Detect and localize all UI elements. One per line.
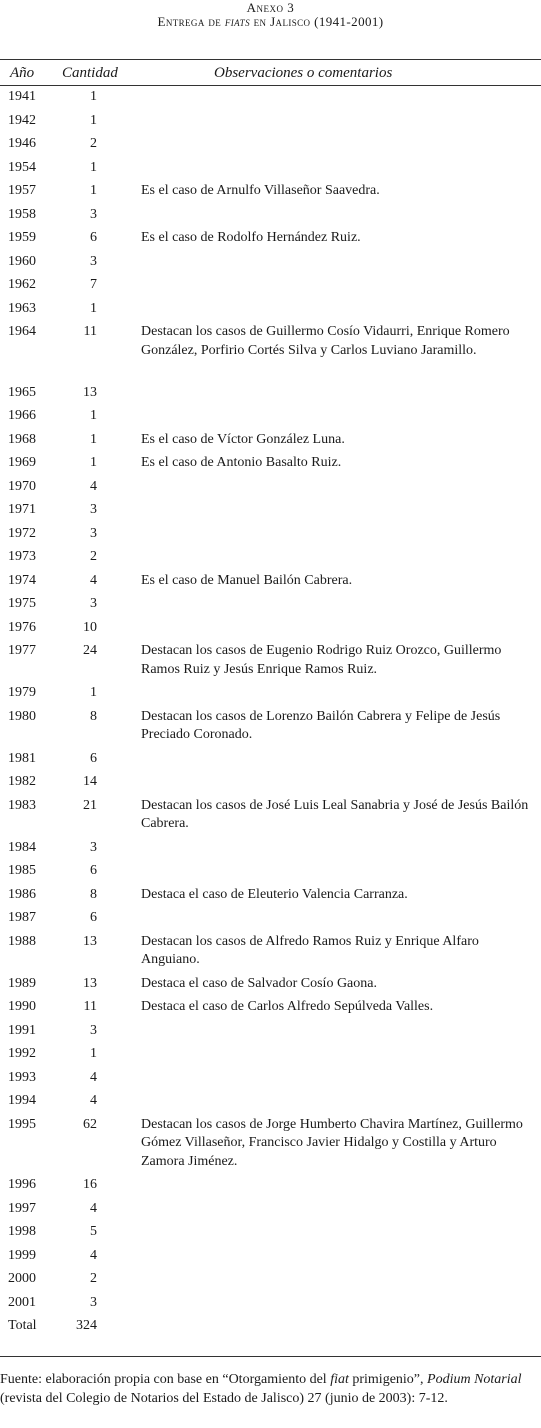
cell-quantity: 4 — [90, 1200, 97, 1216]
cell-year: 1971 — [8, 502, 36, 517]
table-row — [0, 839, 541, 858]
cell-quantity: 8 — [90, 886, 97, 902]
cell-year: 1974 — [8, 572, 36, 588]
table-row — [0, 572, 541, 591]
cell-year: 1941 — [8, 89, 36, 104]
cell-quantity: 1 — [90, 159, 97, 175]
table-row — [0, 135, 541, 154]
cell-quantity: 5 — [90, 1224, 97, 1239]
cell-quantity: 1 — [90, 112, 97, 128]
cell-quantity: 1 — [90, 408, 97, 423]
table-row — [0, 229, 541, 248]
cell-year: 1954 — [8, 159, 36, 175]
table-row — [0, 619, 541, 638]
cell-year: 1986 — [8, 886, 36, 902]
cell-year: 1984 — [8, 839, 36, 855]
cell-year: 1963 — [8, 300, 36, 316]
table-row — [0, 159, 541, 178]
footnote-text-1: Fuente: elaboración propia con base en “Otorgamiento del — [0, 1372, 331, 1387]
cell-observation: Es el caso de Arnulfo Villaseñor Saavedra. — [141, 183, 380, 198]
cell-quantity: 4 — [90, 478, 97, 494]
cell-quantity: 2 — [90, 549, 97, 564]
cell-observation: Es el caso de Víctor González Luna. — [141, 431, 345, 447]
table-row — [0, 750, 541, 769]
table-row — [0, 1116, 541, 1172]
cell-year: 1972 — [8, 525, 36, 541]
cell-quantity: 4 — [90, 1247, 97, 1263]
footnote-italic-1: fiat — [330, 1372, 349, 1387]
table-row — [0, 1294, 541, 1313]
table-row — [0, 1247, 541, 1266]
cell-year: 1994 — [8, 1093, 36, 1108]
cell-year: 1965 — [8, 384, 36, 400]
table-row — [0, 548, 541, 567]
cell-year: 1969 — [8, 455, 36, 470]
cell-quantity: 8 — [90, 708, 97, 724]
cell-year: 2001 — [8, 1294, 36, 1310]
header-bottom-rule — [0, 85, 541, 86]
cell-quantity: 1 — [90, 1046, 97, 1061]
cell-year: 1959 — [8, 230, 36, 245]
cell-quantity: 3 — [90, 1022, 97, 1038]
cell-year: 1973 — [8, 549, 36, 564]
cell-quantity: 6 — [90, 750, 97, 766]
cell-quantity: 4 — [90, 1069, 97, 1085]
footnote-italic-2: Podium Notarial — [427, 1372, 522, 1387]
cell-year: 1979 — [8, 685, 36, 700]
table-caption-title: Anexo 3 — [246, 0, 295, 15]
caption-text-italic: fiats — [224, 14, 250, 29]
table-row — [0, 797, 541, 834]
cell-year: 1958 — [8, 206, 36, 222]
cell-quantity: 24 — [83, 643, 97, 658]
cell-year: 1992 — [8, 1046, 36, 1061]
cell-quantity: 1 — [90, 89, 97, 104]
table-row — [0, 1176, 541, 1195]
table-row — [0, 909, 541, 928]
cell-year: 1989 — [8, 975, 36, 991]
cell-year: 1993 — [8, 1069, 36, 1085]
cell-observation: Es el caso de Rodolfo Hernández Ruiz. — [141, 230, 361, 245]
table-row — [0, 975, 541, 994]
table-row — [0, 478, 541, 497]
cell-quantity: 1 — [90, 455, 97, 470]
cell-observation: Es el caso de Antonio Basalto Ruiz. — [141, 455, 342, 470]
cell-observation: Destacan los casos de Eugenio Rodrigo Ruiz Orozco, Guillermo Ramos Ruiz y Jesús Enrique Ramos Ruiz. — [141, 643, 502, 677]
cell-year: 1975 — [8, 596, 36, 611]
table-row — [0, 1022, 541, 1041]
table-row — [0, 862, 541, 881]
table-row — [0, 886, 541, 905]
cell-quantity: 1 — [90, 431, 97, 447]
table-row — [0, 501, 541, 520]
cell-year: 1957 — [8, 183, 36, 198]
table-row — [0, 431, 541, 450]
cell-quantity: 6 — [90, 230, 97, 245]
table-row — [0, 684, 541, 703]
cell-quantity: 16 — [83, 1177, 97, 1192]
caption-text-a: Entrega de — [157, 14, 225, 29]
table-row — [0, 407, 541, 426]
cell-quantity: 3 — [90, 253, 97, 269]
cell-year: 1996 — [8, 1177, 36, 1192]
table-bottom-rule — [0, 1356, 541, 1357]
cell-quantity: 14 — [83, 774, 97, 789]
cell-year: 1990 — [8, 999, 36, 1014]
table-row — [0, 276, 541, 295]
cell-quantity: 2 — [90, 136, 97, 151]
table-row — [0, 454, 541, 473]
cell-year: 1960 — [8, 253, 36, 269]
cell-year: 1962 — [8, 277, 36, 292]
cell-year: 1980 — [8, 708, 36, 724]
cell-year: 1998 — [8, 1224, 36, 1239]
table-row — [0, 1200, 541, 1219]
cell-year: 1983 — [8, 797, 36, 813]
table-row — [0, 1069, 541, 1088]
cell-observation: Destacan los casos de Lorenzo Bailón Cabrera y Felipe de Jesús Preciado Coronado. — [141, 708, 501, 742]
cell-observation: Destacan los casos de Alfredo Ramos Ruiz y Enrique Alfaro Anguiano. — [141, 933, 479, 967]
table-row — [0, 773, 541, 792]
column-header-quantity: Cantidad — [62, 65, 118, 81]
cell-quantity: 6 — [90, 863, 97, 878]
cell-quantity: 4 — [90, 572, 97, 588]
cell-year: 1970 — [8, 478, 36, 494]
column-header-observations: Observaciones o comentarios — [214, 65, 393, 81]
cell-quantity: 6 — [90, 910, 97, 925]
caption-text-b: en Jalisco (1941-2001) — [250, 14, 384, 29]
table-row — [0, 642, 541, 679]
table-row — [0, 206, 541, 225]
cell-year: 1968 — [8, 431, 36, 447]
cell-quantity: 10 — [83, 619, 97, 635]
table-row — [0, 182, 541, 201]
cell-observation: Destacan los casos de Guillermo Cosío Vidaurri, Enrique Romero González, Porfirio Cortés Silva y Carlos Luviano Jaramillo. — [141, 324, 510, 358]
table-caption-subtitle — [0, 15, 541, 29]
cell-year: 1942 — [8, 112, 36, 128]
cell-quantity: 11 — [83, 999, 97, 1014]
cell-quantity: 3 — [90, 1294, 97, 1310]
cell-year: 1981 — [8, 750, 36, 766]
table-row — [0, 88, 541, 107]
cell-year: 1997 — [8, 1200, 36, 1216]
cell-quantity: 13 — [83, 933, 97, 949]
cell-year: 1999 — [8, 1247, 36, 1263]
cell-quantity: 324 — [76, 1318, 97, 1333]
cell-observation: Destaca el caso de Salvador Cosío Gaona. — [141, 975, 377, 991]
cell-year: Total — [8, 1318, 37, 1333]
table-row — [0, 1092, 541, 1111]
cell-quantity: 13 — [83, 384, 97, 400]
cell-quantity: 21 — [83, 797, 97, 813]
footnote-text-2: primigenio”, — [348, 1372, 428, 1387]
table-row — [0, 112, 541, 131]
cell-observation: Destaca el caso de Carlos Alfredo Sepúlveda Valles. — [141, 999, 434, 1014]
table-row — [0, 323, 541, 379]
table-row — [0, 708, 541, 745]
cell-quantity: 3 — [90, 502, 97, 517]
header-top-rule — [0, 59, 541, 60]
cell-year: 1966 — [8, 408, 36, 423]
table-row — [0, 384, 541, 403]
cell-quantity: 2 — [90, 1271, 97, 1286]
table-row — [0, 525, 541, 544]
cell-year: 1964 — [8, 324, 36, 339]
cell-year: 1988 — [8, 933, 36, 949]
table-row — [0, 933, 541, 970]
table-row — [0, 1270, 541, 1289]
table-row — [0, 253, 541, 272]
cell-quantity: 1 — [90, 685, 97, 700]
cell-quantity: 7 — [90, 277, 97, 292]
cell-year: 1991 — [8, 1022, 36, 1038]
cell-year: 1985 — [8, 863, 36, 878]
cell-quantity: 1 — [90, 183, 97, 198]
cell-year: 1946 — [8, 136, 36, 151]
cell-quantity: 13 — [83, 975, 97, 991]
cell-year: 1987 — [8, 910, 36, 925]
cell-quantity: 3 — [90, 596, 97, 611]
cell-quantity: 3 — [90, 206, 97, 222]
cell-year: 1977 — [8, 643, 36, 658]
cell-year: 1982 — [8, 774, 36, 789]
table-row — [0, 998, 541, 1017]
cell-quantity: 62 — [83, 1116, 97, 1132]
footnote-text-3: (revista del Colegio de Notarios del Estado de Jalisco) 27 (junio de 2003): 7-12. — [0, 1390, 448, 1406]
cell-year: 1976 — [8, 619, 36, 635]
cell-year: 1995 — [8, 1116, 36, 1132]
cell-observation: Destaca el caso de Eleuterio Valencia Carranza. — [141, 886, 408, 902]
table-total-row — [0, 1317, 541, 1336]
cell-quantity: 4 — [90, 1093, 97, 1108]
cell-observation: Es el caso de Manuel Bailón Cabrera. — [141, 572, 353, 588]
source-footnote — [0, 1371, 541, 1408]
table-row — [0, 595, 541, 614]
column-header-year: Año — [10, 65, 35, 81]
cell-quantity: 11 — [83, 324, 97, 339]
cell-quantity: 3 — [90, 839, 97, 855]
table-row — [0, 1045, 541, 1064]
table-row — [0, 1223, 541, 1242]
cell-year: 2000 — [8, 1271, 36, 1286]
cell-observation: Destacan los casos de José Luis Leal Sanabria y José de Jesús Bailón Cabrera. — [141, 797, 529, 831]
cell-observation: Destacan los casos de Jorge Humberto Chavira Martínez, Guillermo Gómez Villaseñor, Francisco Javier Hidalgo y Costilla y Arturo Zamora Jiménez. — [141, 1116, 523, 1169]
table-row — [0, 300, 541, 319]
cell-quantity: 3 — [90, 525, 97, 541]
cell-quantity: 1 — [90, 300, 97, 316]
